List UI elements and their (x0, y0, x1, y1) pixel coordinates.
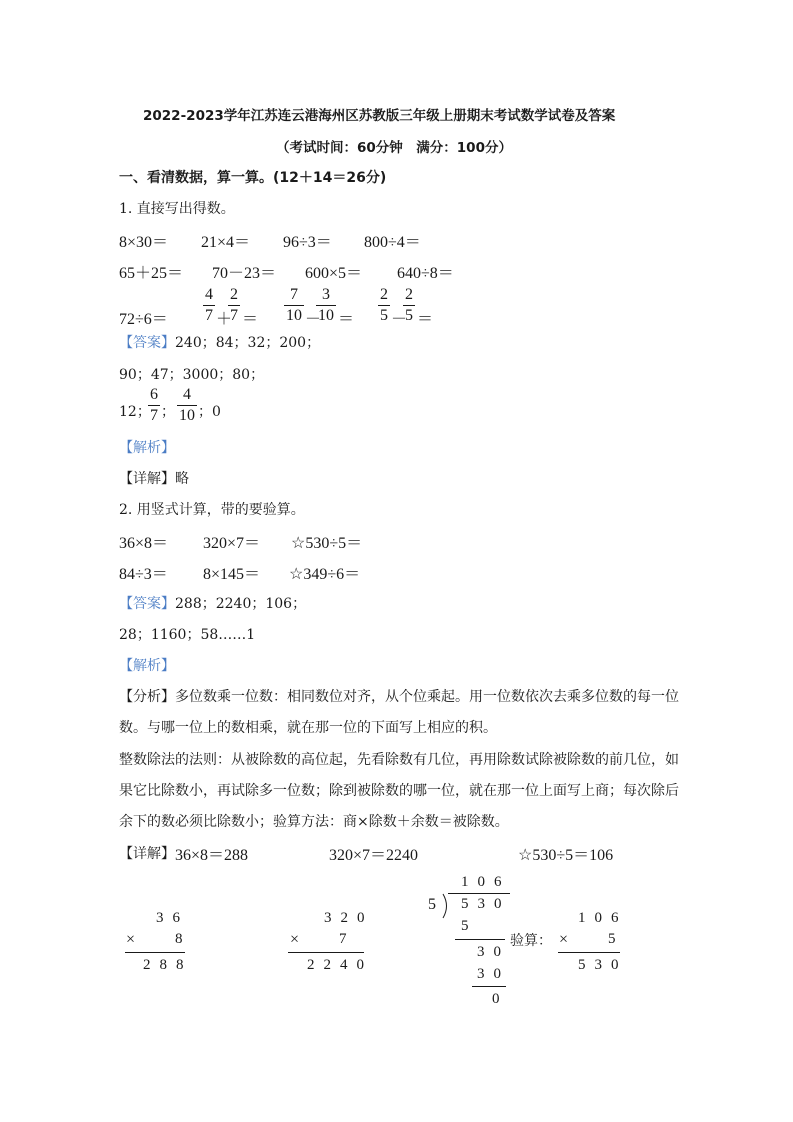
question-2-label: 2. 用竖式计算，带的要验算。 (119, 502, 305, 518)
rule-paragraph: 余下的数必须比除数小；验算方法：商×除数＋余数＝被除数。 (119, 814, 509, 830)
division-bracket (441, 893, 451, 919)
page-title: 2022-2023学年江苏连云港海州区苏教版三年级上册期末考试数学试卷及答案 (143, 108, 616, 124)
fraction (148, 386, 160, 425)
fenxi-tag: 【分析】 (119, 689, 175, 705)
fenxi-text: 多位数乘一位数：相同数位对齐，从个位乘起。用一位数依次去乘多位数的每一位 (175, 689, 679, 705)
vertical-multiplier: 8 (175, 931, 192, 947)
answer-line (119, 332, 320, 352)
operator: － (305, 311, 322, 328)
fraction-denominator: 10 (179, 407, 195, 424)
analysis-tag: 【解析】 (119, 440, 175, 456)
answer-text: 288；2240；106； (175, 596, 307, 612)
answer-line (119, 593, 306, 613)
equals-sign: ＝ (242, 311, 259, 328)
problem: 600×5＝ (305, 265, 363, 282)
rule-paragraph: 果它比除数小，再试除多一位数；除到被除数的哪一位，就在那一位上面写上商；每次除后 (119, 783, 679, 799)
division-top-rule (448, 893, 510, 894)
detail-text: 略 (175, 471, 189, 487)
division-rule (472, 986, 506, 987)
analysis-paragraph: 数。与哪一位上的数相乘，就在那一位的下面写上相应的积。 (119, 720, 497, 736)
fraction-numerator: 7 (290, 286, 298, 303)
fraction-denominator: 10 (318, 307, 334, 324)
fraction (228, 286, 240, 325)
fraction-numerator: 2 (380, 286, 388, 303)
fraction-numerator: 6 (150, 386, 158, 403)
detail-tag: 【详解】 (119, 471, 175, 487)
section-heading: 一、看清数据，算一算。(12＋14＝26分) (119, 170, 387, 186)
problem: 21×4＝ (201, 234, 251, 251)
vertical-top: 36 (156, 910, 189, 926)
vertical-rule (125, 952, 185, 953)
problem: 96÷3＝ (283, 234, 332, 251)
fraction-numerator: 3 (322, 286, 330, 303)
problem: 8×30＝ (119, 234, 169, 251)
equals-sign: ＝ (338, 311, 355, 328)
fraction (403, 286, 415, 325)
vertical-operator: × (290, 931, 300, 948)
fraction-denominator: 10 (286, 307, 302, 324)
vertical-multiplier: 5 (608, 931, 625, 947)
vertical-multiplier: 7 (339, 931, 356, 947)
vertical-result: 2240 (307, 957, 373, 973)
problem: 65＋25＝ (119, 265, 184, 282)
division-step: 5 (461, 918, 478, 934)
problem: 36×8＝ (119, 535, 169, 552)
analysis-tag: 【解析】 (119, 658, 175, 674)
question-1-label: 1. 直接写出得数。 (119, 201, 235, 217)
fraction-denominator: 5 (405, 307, 413, 324)
fraction-numerator: 4 (205, 286, 213, 303)
division-quotient: 106 (461, 874, 511, 890)
fraction (203, 286, 215, 325)
exam-info: （考试时间：60分钟 满分：100分） (276, 140, 512, 156)
answer-tag: 【答案】 (119, 596, 175, 612)
separator: ； (161, 404, 175, 420)
problem: ☆349÷6＝ (289, 566, 361, 583)
answer-tag: 【答案】 (119, 335, 175, 351)
answer-text: 240；84；32；200； (175, 335, 321, 351)
answer-line: 28；1160；58……1 (119, 627, 256, 643)
analysis-paragraph (119, 686, 679, 706)
detail-equation: 320×7＝2240 (329, 847, 419, 864)
answer-line: 12； (119, 404, 151, 420)
vertical-operator: × (126, 931, 136, 948)
problem: ☆530÷5＝ (291, 535, 363, 552)
problem: 8×145＝ (203, 566, 261, 583)
problem: 72÷6＝ (119, 311, 168, 328)
fraction-denominator: 7 (205, 307, 213, 324)
fraction-denominator: 5 (380, 307, 388, 324)
vertical-rule (288, 952, 364, 953)
detail-equation: 36×8＝288 (175, 847, 249, 864)
rule-paragraph: 整数除法的法则：从被除数的高位起，先看除数有几位，再用除数试除被除数的前几位，如 (119, 752, 679, 768)
division-step: 30 (477, 944, 510, 960)
detail-tag: 【详解】 (119, 846, 175, 862)
operator: ＋ (216, 311, 233, 328)
fraction-denominator: 7 (150, 407, 158, 424)
check-label: 验算： (510, 933, 552, 949)
fraction-denominator: 7 (230, 307, 238, 324)
answer-text: ；0 (198, 404, 221, 420)
fraction-numerator: 2 (230, 286, 238, 303)
division-divisor: 5 (428, 896, 436, 913)
vertical-operator: × (559, 931, 569, 948)
equals-sign: ＝ (417, 311, 434, 328)
fraction (378, 286, 390, 325)
division-step: 30 (477, 966, 510, 982)
fraction-numerator: 2 (405, 286, 413, 303)
vertical-top: 106 (578, 910, 628, 926)
vertical-rule (558, 952, 620, 953)
problem: 320×7＝ (203, 535, 261, 552)
answer-line: 90；47；3000；80； (119, 367, 265, 383)
fraction (316, 286, 336, 325)
detail-equation: ☆530÷5＝106 (518, 847, 614, 864)
fraction-numerator: 4 (183, 386, 191, 403)
detail-line (119, 468, 189, 488)
problem: 640÷8＝ (397, 265, 454, 282)
vertical-top: 320 (324, 910, 374, 926)
operator: － (391, 311, 408, 328)
vertical-result: 530 (578, 957, 628, 973)
problem: 800÷4＝ (364, 234, 421, 251)
fraction (177, 386, 197, 425)
fraction (284, 286, 304, 325)
division-dividend: 530 (461, 896, 511, 912)
division-remainder: 0 (492, 991, 509, 1007)
division-rule (455, 939, 505, 940)
problem: 84÷3＝ (119, 566, 168, 583)
vertical-result: 288 (143, 957, 193, 973)
problem: 70－23＝ (212, 265, 277, 282)
